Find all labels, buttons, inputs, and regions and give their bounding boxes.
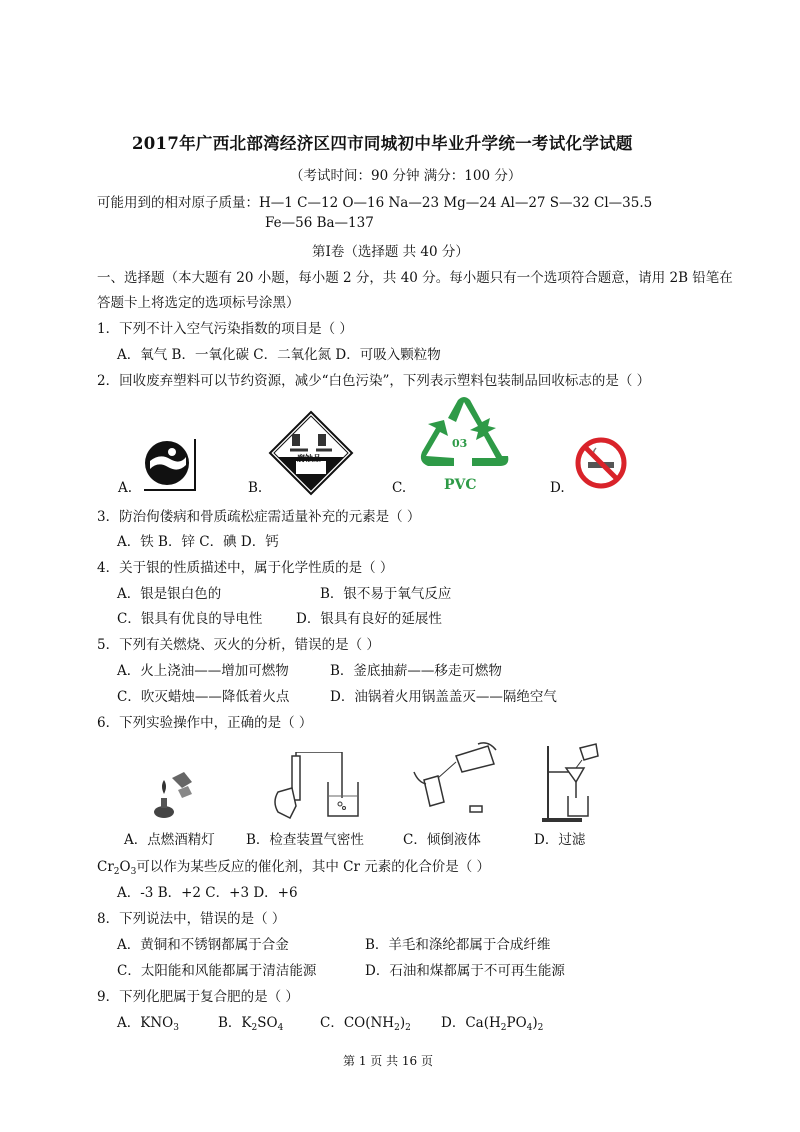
question-6-stem: 6．下列实验操作中，正确的是（ ）: [97, 715, 313, 731]
alcohol-lamp-icon: [148, 768, 198, 820]
question-9-option-c: [320, 1011, 411, 1033]
q9-c-text: C．CO(NH: [320, 1015, 395, 1031]
q9-d-text: D．Ca(H: [441, 1015, 501, 1031]
page-number: 第 1 页 共 16 页: [343, 1054, 433, 1068]
q2-label-b: B.: [248, 480, 263, 496]
q9-d-sub: 4: [526, 1023, 533, 1033]
q7-formula-o: O: [119, 859, 131, 875]
question-9-option-a: [117, 1011, 179, 1033]
q7-formula-sub: 2: [113, 867, 120, 877]
question-4-option-d: D．银具有良好的延展性: [296, 611, 442, 627]
question-1-stem: 1．下列不计入空气污染指数的项目是（ ）: [97, 321, 353, 337]
question-3-stem: 3．防治佝偻病和骨质疏松症需适量补充的元素是（ ）: [97, 509, 421, 525]
recycle-symbol-a-icon: [140, 435, 198, 493]
part-title: 第Ⅰ卷（选择题 共 40 分）: [312, 244, 469, 260]
question-6-option-c: C．倾倒液体: [403, 832, 481, 848]
section-instruction-1: 一、选择题（本大题有 20 小题，每小题 2 分，共 40 分。每小题只有一个选项符合题意，请用 2B 铅笔在: [97, 270, 733, 286]
question-5-option-c: C．吹灭蜡烛——降低着火点: [117, 689, 290, 705]
q9-c-text: ): [399, 1015, 406, 1031]
question-5-stem: 5．下列有关燃烧、灭火的分析，错误的是（ ）: [97, 637, 380, 653]
question-7-stem: [97, 855, 490, 877]
question-8-option-c: C．太阳能和风能都属于清洁能源: [117, 963, 317, 979]
question-4-option-b: B．银不易于氧气反应: [320, 586, 452, 602]
question-9-stem: 9．下列化肥属于复合肥的是（ ）: [97, 989, 299, 1005]
question-2-stem: 2．回收废弃塑料可以节约资源，减少“白色污染”，下列表示塑料包装制品回收标志的是（ ）: [97, 373, 651, 389]
atomic-mass-line-2: Fe—56 Ba—137: [265, 215, 374, 231]
question-5-option-d: D．油锅着火用锅盖盖灭——隔绝空气: [330, 689, 557, 705]
q7-formula-sub: 3: [130, 867, 137, 877]
page-title: 2017年广西北部湾经济区四市同城初中毕业升学统一考试化学试题: [132, 134, 633, 153]
question-6-option-d: D．过滤: [534, 832, 586, 848]
question-3-options: A．铁 B．锌 C．碘 D．钙: [117, 534, 279, 550]
q9-b-text: SO: [257, 1015, 278, 1031]
question-5-option-b: B．釜底抽薪——移走可燃物: [330, 663, 502, 679]
recycle-triangle-icon: [414, 396, 514, 476]
recycle-number: 03: [452, 437, 468, 450]
q7-stem-text: 可以作为某些反应的催化剂，其中 Cr 元素的化合价是（ ）: [136, 859, 490, 875]
question-9-option-d: [441, 1011, 543, 1033]
no-smoking-icon: [574, 436, 628, 490]
question-6-option-a: A．点燃酒精灯: [124, 832, 215, 848]
question-8-option-b: B．羊毛和涤纶都属于合成纤维: [365, 937, 551, 953]
question-6-option-b: B．检查装置气密性: [246, 832, 364, 848]
question-5-option-a: A．火上浇油——增加可燃物: [117, 663, 289, 679]
question-1-options: A．氧气 B．一氧化碳 C．二氧化氮 D．可吸入颗粒物: [117, 347, 441, 363]
question-9-option-b: [218, 1011, 283, 1033]
q9-b-text: B．K: [218, 1015, 252, 1031]
q2-label-c: C.: [392, 480, 407, 496]
filtration-icon: [540, 742, 604, 824]
q9-d-text: ): [532, 1015, 538, 1031]
q2-label-a: A.: [118, 480, 133, 496]
q9-c-sub: 2: [394, 1023, 400, 1033]
question-8-option-d: D．石油和煤都属于不可再生能源: [365, 963, 565, 979]
q7-formula-cr: Cr: [97, 859, 114, 875]
section-instruction-2: 答题卡上将选定的选项标号涂黑）: [97, 295, 300, 311]
corrosive-text: 腐蚀品: [297, 453, 321, 463]
q9-d-sub: 2: [537, 1023, 544, 1033]
q9-d-text: PO: [506, 1015, 527, 1031]
airtightness-check-icon: [268, 752, 364, 824]
q9-a-text: A．KNO: [117, 1015, 174, 1031]
question-4-option-c: C．银具有优良的导电性: [117, 611, 263, 627]
q9-d-sub: 2: [500, 1023, 507, 1033]
q9-b-sub: 4: [277, 1023, 284, 1033]
pour-liquid-icon: [408, 742, 500, 822]
exam-info: （考试时间：90 分钟 满分：100 分）: [290, 168, 522, 184]
question-7-options: A．-3 B．+2 C．+3 D．+6: [117, 885, 298, 901]
q2-label-d: D.: [550, 480, 565, 496]
recycle-pvc-text: PVC: [444, 477, 477, 493]
question-8-option-a: A．黄铜和不锈钢都属于合金: [117, 937, 289, 953]
q9-c-sub: 2: [405, 1023, 411, 1033]
q9-a-sub: 3: [173, 1023, 179, 1033]
question-8-stem: 8．下列说法中，错误的是（ ）: [97, 911, 286, 927]
atomic-mass-line-1: 可能用到的相对原子质量：H—1 C—12 O—16 Na—23 Mg—24 Al—27 S—32 Cl—35.5: [97, 195, 653, 211]
q9-b-sub: 2: [251, 1023, 258, 1033]
question-4-option-a: A．银是银白色的: [117, 586, 222, 602]
question-4-stem: 4．关于银的性质描述中，属于化学性质的是（ ）: [97, 560, 394, 576]
